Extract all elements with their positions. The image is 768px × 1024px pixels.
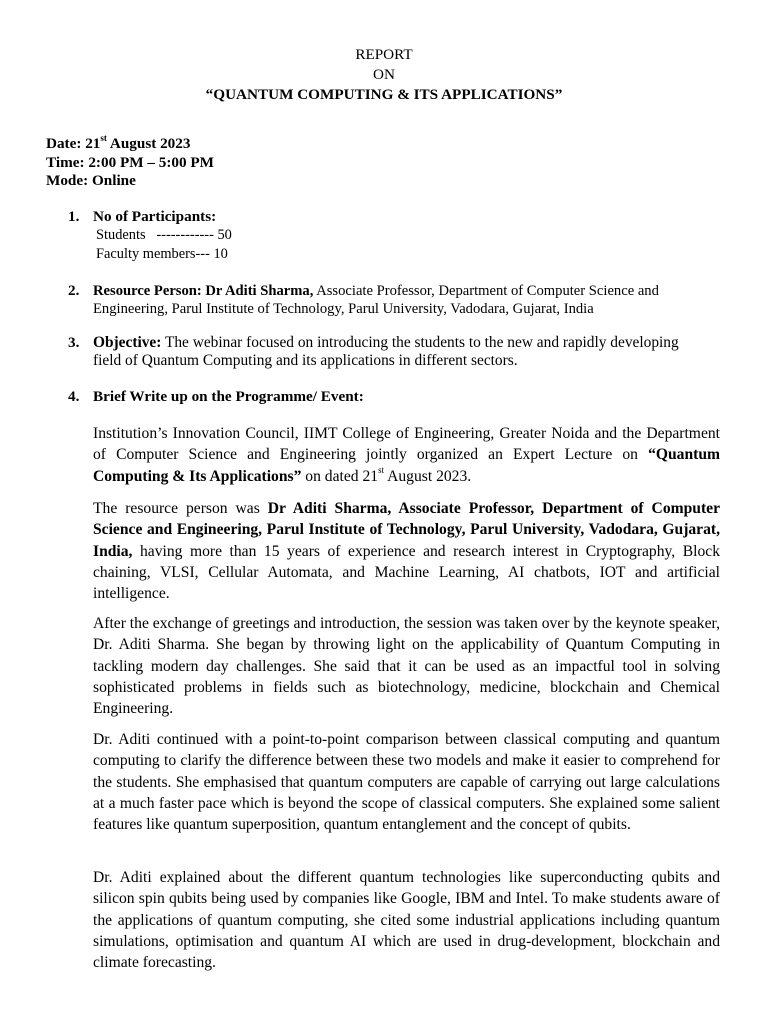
item-number: 4.: [68, 388, 80, 405]
resource-person-text: Associate Professor, Department of Computer Science and Engineering, Parul Institute of Technology, Parul University, Vadodara, Gujarat, India: [93, 283, 659, 317]
participants-heading: No of Participants:: [93, 208, 217, 225]
objective-text: The webinar focused on introducing the students to the new and rapidly developing field of Quantum Computing and its applications in different sectors.: [93, 334, 679, 369]
event-meta: [46, 132, 215, 191]
item-participants: [68, 208, 708, 264]
paragraph-1: Institution’s Innovation Council, IIMT College of Engineering, Greater Noida and the Department of Computer Science and Engineering jointly organized an Expert Lecture on “Quantum Computing & Its Applications” on dated 21st August 2023.: [93, 425, 720, 485]
report-title-main: “QUANTUM COMPUTING & ITS APPLICATIONS”: [205, 86, 563, 103]
item-objective: [68, 334, 708, 370]
paragraph-4: Dr. Aditi continued with a point-to-point comparison between classical computing and quantum computing to clarify the difference between these two models and make it easier to comprehend for the students. She emphasised that quantum computers are capable of carrying out large calculations at a much faster pace which is beyond the scope of classical computers. She explained some salient features like quantum superposition, quantum entanglement and the concept of qubits.: [93, 731, 720, 834]
objective-label: Objective:: [93, 334, 162, 351]
report-title-line1: REPORT: [355, 46, 413, 63]
item-resource-person: [68, 282, 708, 318]
event-date: Date: 21st August 2023: [46, 132, 191, 152]
item-number: 1.: [68, 208, 80, 225]
event-time: Time: 2:00 PM – 5:00 PM: [46, 153, 215, 171]
paragraph-5: Dr. Aditi explained about the different quantum technologies like superconducting qubits and silicon spin qubits being used by companies like Google, IBM and Intel. To make students aware of the applications of quantum computing, she cited some industrial applications including quantum simulations, optimisation and quantum AI which are used in drug-development, blockchain and climate forecasting.: [93, 869, 720, 972]
item-writeup: [68, 388, 708, 406]
item-number: 2.: [68, 282, 80, 299]
participants-students: Students ------------ 50: [96, 227, 232, 243]
event-mode: Mode: Online: [46, 172, 136, 189]
paragraph-2: The resource person was Dr Aditi Sharma, Associate Professor, Department of Computer Science and Engineering, Parul Institute of Technology, Parul University, Vadodara, Gujarat, India, having more than 15 years of experience and research interest in Cryptography, Block chaining, VLSI, Cellular Automata, and Machine Learning, AI chatbots, IOT and artificial intelligence.: [93, 500, 720, 603]
resource-person-label: Resource Person: Dr Aditi Sharma,: [93, 283, 314, 299]
paragraph-3: After the exchange of greetings and introduction, the session was taken over by the keynote speaker, Dr. Aditi Sharma. She began by throwing light on the applicability of Quantum Computing in tackling modern day challenges. She said that it can be used as an impactful tool in solving sophisticated problems in fields such as biotechnology, medicine, blockchain and Chemical Engineering.: [93, 615, 720, 718]
participants-faculty: Faculty members--- 10: [96, 246, 228, 262]
item-number: 3.: [68, 334, 80, 351]
report-title-line2: ON: [373, 66, 395, 83]
writeup-heading: Brief Write up on the Programme/ Event:: [93, 388, 364, 405]
